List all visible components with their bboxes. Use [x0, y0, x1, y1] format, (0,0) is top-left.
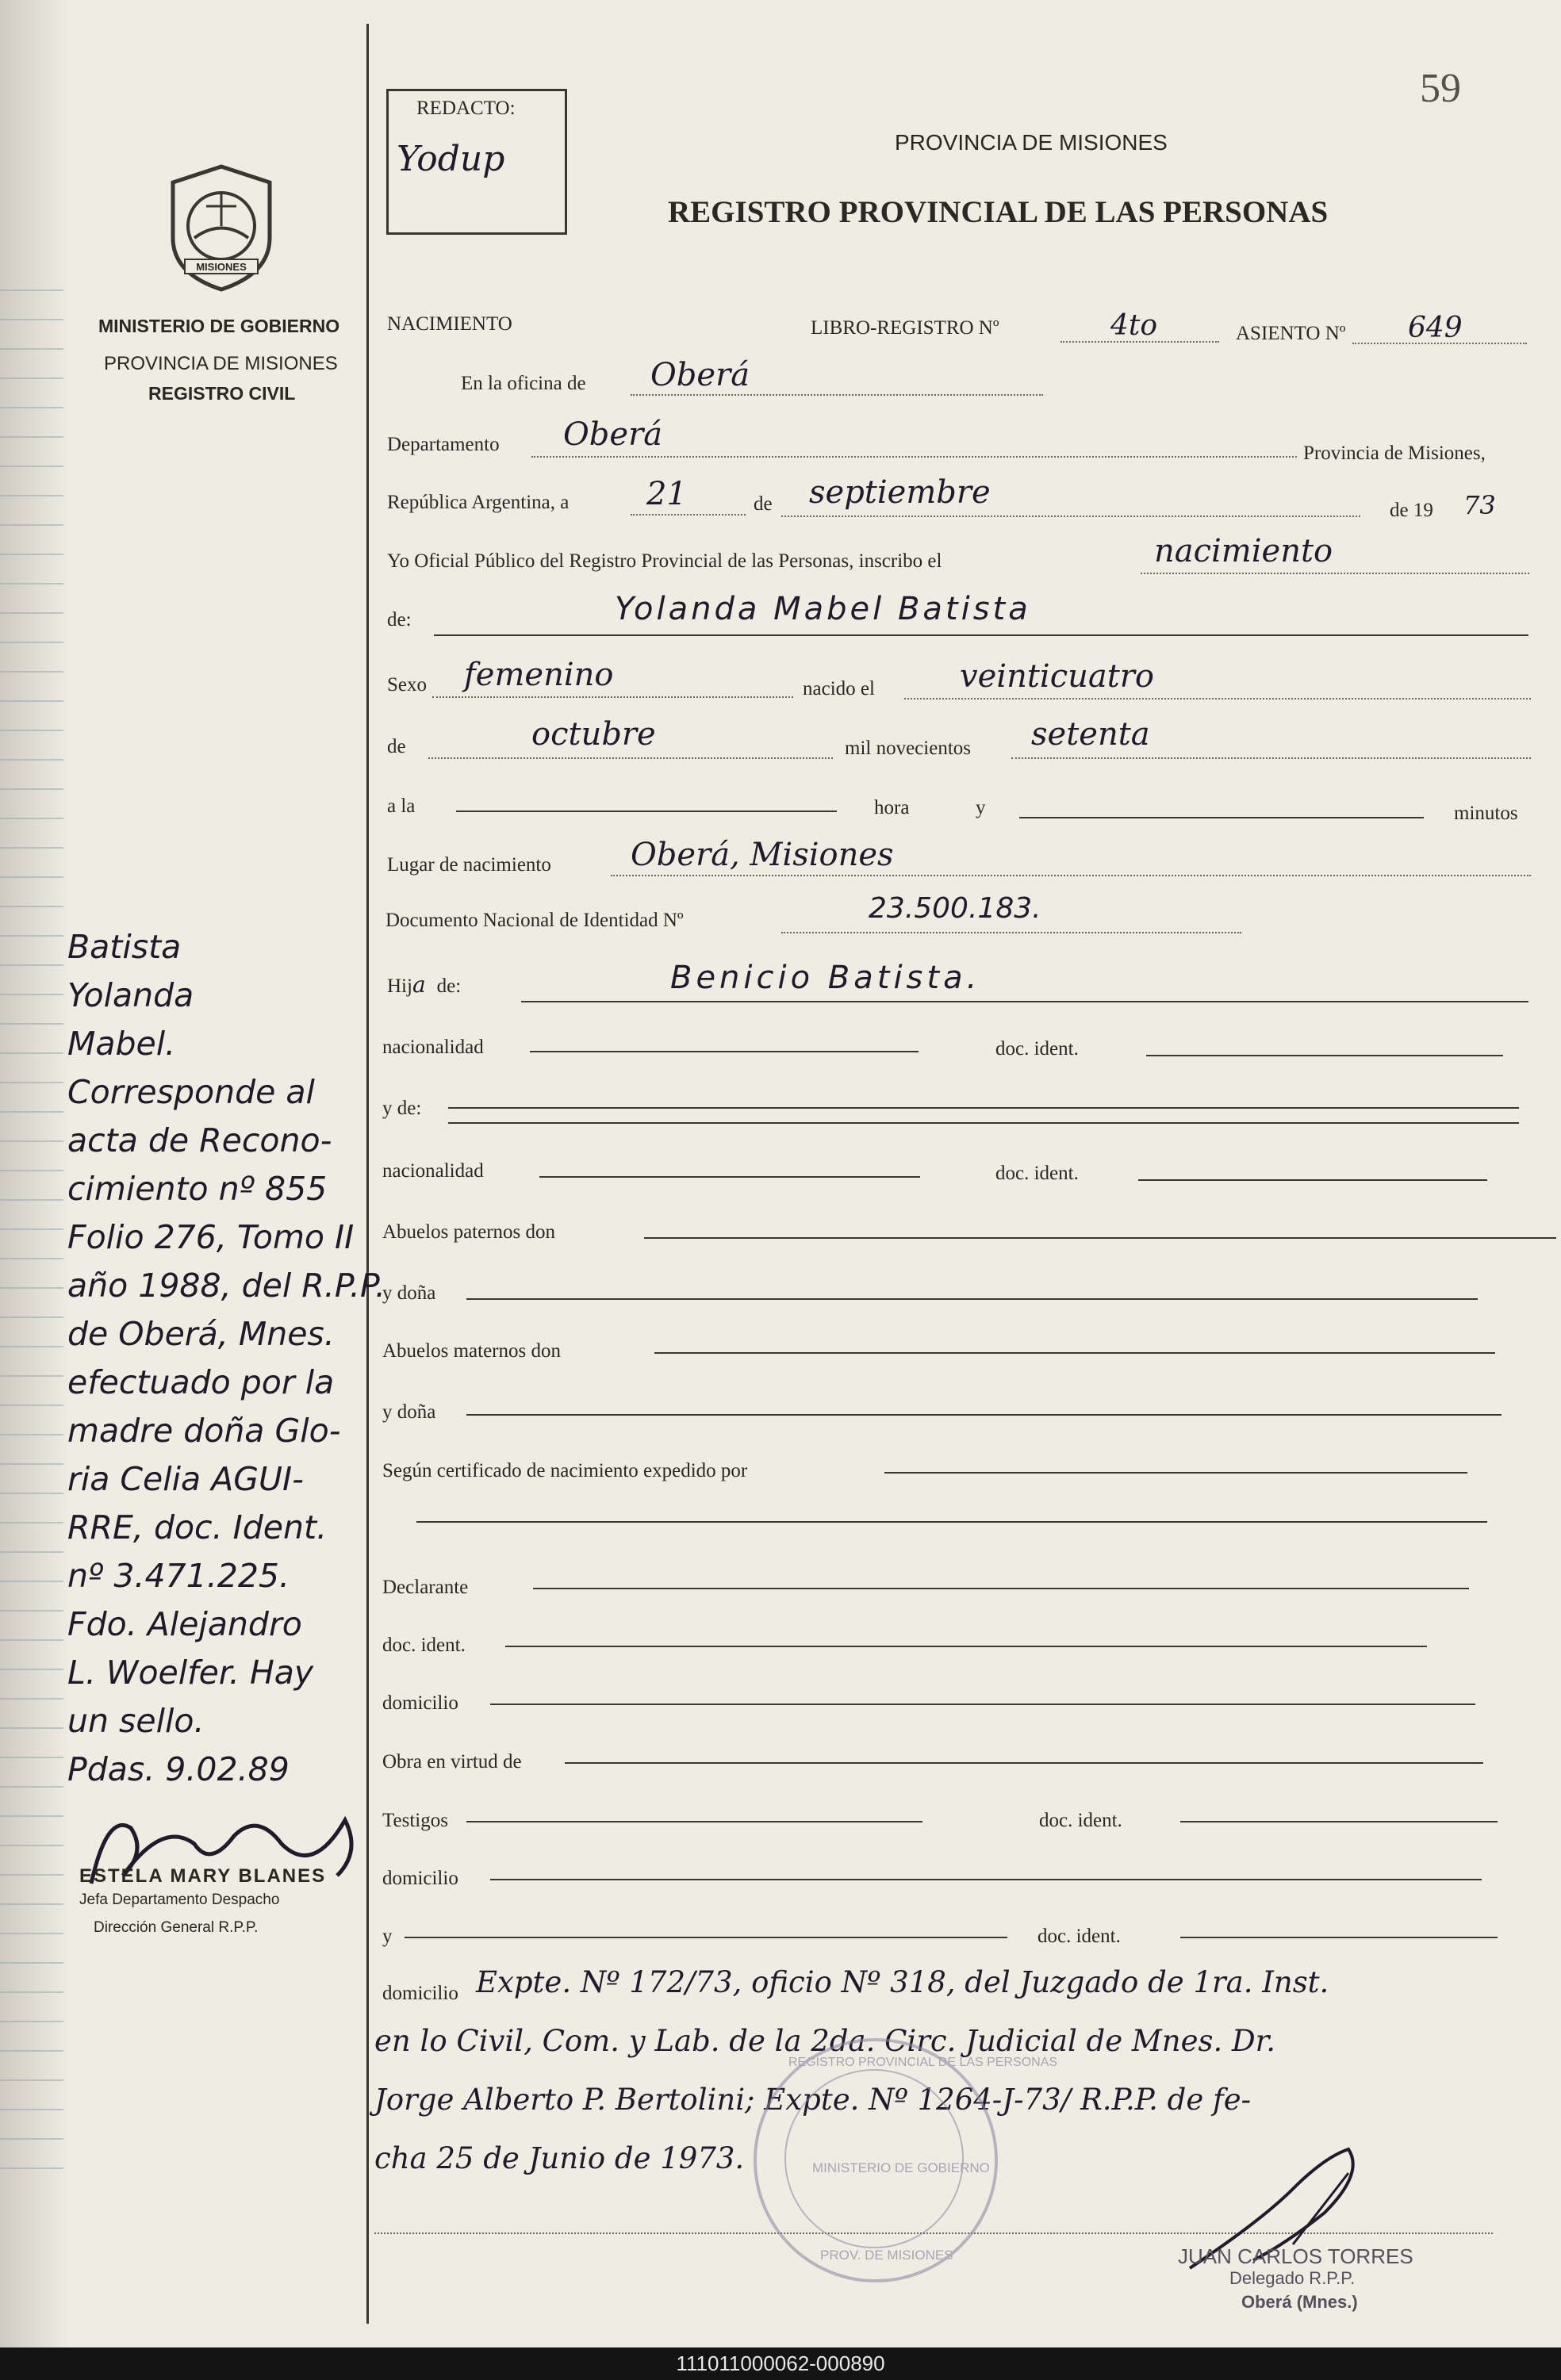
y-dona-label-1: y doña [382, 1282, 436, 1304]
stamp-inner-ring [784, 2069, 964, 2248]
testigos-y-label: y [382, 1926, 393, 1947]
de-label-name: de: [387, 609, 412, 630]
y-dona-label-2: y doña [382, 1401, 436, 1423]
margin-note-line: Pdas. 9.02.89 [67, 1750, 290, 1788]
testigos-domicilio-label: domicilio [382, 1868, 458, 1889]
margin-note-line: efectuado por la [67, 1363, 335, 1401]
provincia-label: Provincia de Misiones, [1303, 443, 1486, 464]
y-de-label: y de: [382, 1098, 422, 1119]
testigos-doc-label-2: doc. ident. [1037, 1926, 1121, 1947]
stamp-text-bottom: PROV. DE MISIONES [820, 2248, 953, 2263]
segun-line [884, 1472, 1467, 1474]
segun-line-2 [416, 1521, 1487, 1523]
margin-note-line: L. Woelfer. Hay [67, 1654, 314, 1692]
stamp-text-top: REGISTRO PROVINCIAL DE LAS PERSONAS [788, 2056, 1058, 2069]
margin-signature-scribble [75, 1796, 385, 1907]
nombre-line [434, 634, 1528, 636]
doc-ident-line-1 [1146, 1055, 1503, 1056]
doc-ident-line-2 [1138, 1179, 1487, 1181]
obra-domicilio-label: domicilio [382, 1983, 458, 2004]
margin-signature-title1: Jefa Departamento Despacho [79, 1891, 280, 1908]
dni-value: 23.500.183. [869, 892, 1041, 925]
official-place: Oberá (Mnes.) [1241, 2292, 1358, 2312]
hija-label-hand: a [412, 972, 426, 998]
anio-nac-value: setenta [1031, 716, 1150, 753]
lugar-line [611, 875, 1531, 876]
obra-label: Obra en virtud de [382, 1751, 522, 1773]
nacimiento-label: NACIMIENTO [387, 313, 512, 335]
province-seal [163, 163, 280, 293]
ministry-label: MINISTERIO DE GOBIERNO [98, 316, 340, 336]
redacto-value: Yodup [397, 139, 505, 179]
civil-label: REGISTRO CIVIL [148, 383, 296, 404]
libro-value: 4to [1110, 309, 1158, 342]
padre-value: Benicio Batista. [670, 960, 981, 996]
testigos-label: Testigos [382, 1810, 448, 1831]
margin-note-line: Mabel. [67, 1025, 176, 1063]
minutos-label: minutos [1454, 803, 1518, 824]
sexo-line [432, 696, 793, 698]
nacido-line [904, 698, 1531, 699]
mes-line [781, 515, 1360, 517]
anio-value: 73 [1463, 490, 1496, 520]
redacto-label: REDACTO: [416, 98, 516, 119]
abuelos-paternos-label: Abuelos paternos don [382, 1221, 556, 1243]
official-stamp [754, 2038, 1058, 2282]
sexo-label: Sexo [387, 674, 427, 696]
obra-text-line-3: Jorge Alberto P. Bertolini; Expte. Nº 1264-J-73/ R.P.P. de fe- [374, 2083, 1252, 2117]
obra-text-line-2: en lo Civil, Com. y Lab. de la 2da. Circ. Judicial de Mnes. Dr. [374, 2024, 1276, 2058]
margin-note-line: Folio 276, Tomo II [67, 1218, 355, 1256]
margin-note-line: acta de Recono- [67, 1121, 332, 1159]
sexo-value: femenino [464, 657, 614, 693]
margin-signature-title2: Dirección General R.P.P. [94, 1919, 259, 1936]
libro-label: LIBRO-REGISTRO Nº [811, 317, 999, 339]
nacido-value: veinticuatro [960, 658, 1154, 695]
obra-text-line-4: cha 25 de Junio de 1973. [374, 2141, 745, 2175]
nacionalidad-label-1: nacionalidad [382, 1037, 484, 1058]
testigos-line [466, 1821, 922, 1822]
dni-label: Documento Nacional de Identidad Nº [385, 910, 684, 931]
nacionalidad-line-1 [530, 1051, 919, 1052]
obra-text-line-1: Expte. Nº 172/73, oficio Nº 318, del Juzgado de 1ra. Inst. [476, 1965, 1329, 1999]
margin-signature-name: ESTELA MARY BLANES [79, 1865, 327, 1887]
nacionalidad-line-2 [539, 1176, 920, 1178]
testigos-y-line [405, 1937, 1007, 1938]
mes-nac-line [428, 757, 833, 759]
stamp-text-mid: MINISTERIO DE GOBIERNO [812, 2160, 990, 2175]
y-label: y [976, 797, 986, 818]
declarante-doc-line [505, 1646, 1427, 1647]
departamento-line [531, 456, 1297, 458]
declarante-doc-label: doc. ident. [382, 1635, 466, 1656]
anio-prefix: de 19 [1390, 500, 1433, 521]
asiento-value: 649 [1408, 312, 1463, 344]
hija-label-de: de: [436, 975, 462, 997]
oficina-value: Oberá [650, 357, 750, 393]
official-name: JUAN CARLOS TORRES [1178, 2244, 1413, 2268]
madre-line-b [448, 1122, 1519, 1124]
margin-note-line: Batista [67, 928, 182, 966]
minutos-line [1019, 817, 1424, 818]
redacto-box [386, 89, 567, 235]
doc-ident-label-1: doc. ident. [995, 1038, 1079, 1060]
padre-line [521, 1001, 1528, 1002]
yo-oficial-text: Yo Oficial Público del Registro Provincial de las Personas, inscribo el [387, 550, 942, 572]
madre-line-a [448, 1107, 1519, 1109]
hija-label-print: Hij [387, 975, 412, 997]
republica-label: República Argentina, a [387, 492, 570, 513]
obra-line [565, 1762, 1483, 1764]
declarante-line [533, 1588, 1469, 1589]
header-province: PROVINCIA DE MISIONES [895, 130, 1168, 155]
official-title: Delegado R.P.P. [1229, 2268, 1356, 2288]
testigos-doc-line [1180, 1821, 1498, 1822]
inscribo-value: nacimiento [1154, 533, 1333, 569]
margin-note-line: nº 3.471.225. [67, 1557, 290, 1595]
header-registry: REGISTRO PROVINCIAL DE LAS PERSONAS [668, 195, 1329, 229]
testigos-doc-line-2 [1180, 1937, 1498, 1938]
abuelos-paternos-line [644, 1237, 1556, 1239]
margin-note-line: RRE, doc. Ident. [67, 1508, 328, 1546]
anio-nac-line [1011, 757, 1531, 759]
de-label-2: de [387, 736, 406, 757]
dia-value: 21 [646, 476, 687, 512]
declarante-domicilio-line [490, 1704, 1475, 1705]
abuelos-maternos-line [654, 1352, 1495, 1354]
declarante-domicilio-label: domicilio [382, 1692, 458, 1714]
nombre-value: Yolanda Mabel Batista [615, 591, 1031, 627]
nacionalidad-label-2: nacionalidad [382, 1160, 484, 1182]
margin-note-line: un sello. [67, 1702, 205, 1740]
page-number: 59 [1420, 66, 1461, 111]
nacido-label: nacido el [803, 678, 875, 699]
seal-text: MISIONES [196, 261, 247, 273]
left-province-label: PROVINCIA DE MISIONES [104, 353, 338, 374]
margin-note-line: Fdo. Alejandro [67, 1605, 302, 1643]
doc-ident-label-2: doc. ident. [995, 1163, 1079, 1184]
ledger-lines [0, 262, 63, 2181]
margin-note-line: Corresponde al [67, 1073, 315, 1111]
a-la-label: a la [387, 795, 416, 817]
departamento-value: Oberá [563, 416, 663, 453]
declarante-label: Declarante [382, 1577, 469, 1598]
margin-note-line: cimiento nº 855 [67, 1170, 328, 1208]
segun-label: Según certificado de nacimiento expedido por [382, 1460, 748, 1481]
margin-note-line: madre doña Glo- [67, 1412, 341, 1450]
oficina-line [631, 394, 1043, 396]
margin-note-line: año 1988, del R.P.P. [67, 1267, 386, 1305]
inscribo-line [1141, 573, 1529, 574]
mil-label: mil novecientos [845, 738, 971, 759]
testigos-doc-label: doc. ident. [1039, 1810, 1122, 1831]
abuelos-maternos-label: Abuelos maternos don [382, 1340, 561, 1362]
hora-label: hora [874, 797, 910, 818]
testigos-domicilio-line [490, 1879, 1482, 1880]
lugar-value: Oberá, Misiones [631, 837, 894, 873]
oficina-label: En la oficina de [461, 373, 586, 394]
margin-note-line: Yolanda [67, 976, 194, 1014]
a-la-line [456, 811, 837, 812]
footer-id: 111011000062-000890 [0, 2347, 1561, 2380]
dia-line [631, 514, 746, 515]
lugar-label: Lugar de nacimiento [387, 854, 551, 876]
hija-label [387, 972, 461, 998]
y-dona-line-2 [466, 1414, 1502, 1416]
column-divider [366, 24, 369, 2324]
mes-nac-value: octubre [531, 716, 656, 753]
margin-note-line: de Oberá, Mnes. [67, 1315, 335, 1353]
asiento-label: ASIENTO Nº [1236, 323, 1346, 344]
dni-line [781, 932, 1241, 933]
departamento-label: Departamento [387, 434, 500, 455]
mes-value: septiembre [809, 474, 991, 511]
margin-note-line: ria Celia AGUI- [67, 1460, 304, 1498]
de-label-1: de [754, 493, 773, 515]
y-dona-line-1 [466, 1298, 1478, 1300]
